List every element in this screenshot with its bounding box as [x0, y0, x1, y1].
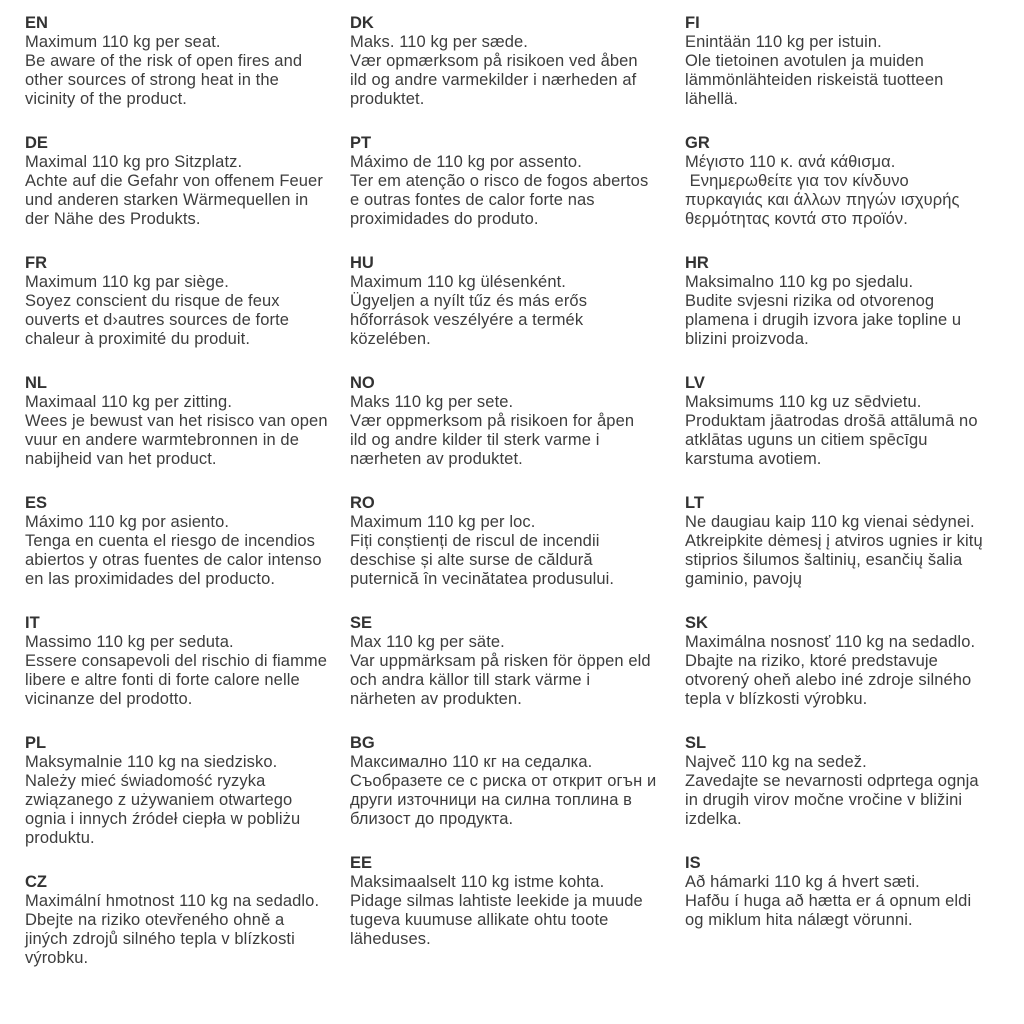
language-code-label: HU	[350, 254, 374, 272]
warning-text-line: Ne daugiau kaip 110 kg vienai sėdynei.	[685, 513, 975, 531]
warning-text-line: közelében.	[350, 330, 431, 348]
language-block-nl	[25, 374, 350, 469]
warning-text-line: θερμότητας κοντά στο προϊόν.	[685, 210, 908, 228]
warning-text-line: Maximálna nosnosť 110 kg na sedadlo.	[685, 633, 976, 651]
warning-text-line: Hafðu í huga að hætta er á opnum eldi	[685, 892, 972, 910]
warning-text-line: Максимално 110 кг на седалка.	[350, 753, 593, 771]
warning-text-line: Največ 110 kg na sedež.	[685, 753, 867, 771]
warning-text-line: Wees je bewust van het risisco van open	[25, 412, 328, 430]
language-block-de	[25, 134, 350, 229]
warning-text-line: chaleur à proximité du produit.	[25, 330, 251, 348]
warning-text-line: Maximum 110 kg ülésenként.	[350, 273, 566, 291]
warning-text-line: Maximum 110 kg per loc.	[350, 513, 536, 531]
warning-text-line: lähellä.	[685, 90, 739, 108]
warning-text-line: e outras fontes de calor forte nas	[350, 191, 595, 209]
warning-text-line: ild og andre kilder til sterk varme i	[350, 431, 600, 449]
warning-text-line: karstuma avotiem.	[685, 450, 822, 468]
column-3	[685, 14, 1010, 993]
language-code-label: IT	[25, 614, 40, 632]
warning-text-line: närheten av produkten.	[350, 690, 522, 708]
warning-text-line: Ενημερωθείτε για τον κίνδυνο	[685, 172, 909, 190]
warning-text-line: Maks. 110 kg per sæde.	[350, 33, 528, 51]
language-block-no	[350, 374, 685, 469]
warning-text-line: blizini proizvoda.	[685, 330, 809, 348]
warning-text-line: Max 110 kg per säte.	[350, 633, 505, 651]
language-block-en	[25, 14, 350, 109]
language-code-label: FI	[685, 14, 700, 32]
warning-text-line: Achte auf die Gefahr von offenem Feuer	[25, 172, 323, 190]
language-code-label: EN	[25, 14, 48, 32]
warning-text-line: der Nähe des Produkts.	[25, 210, 201, 228]
language-block-dk	[350, 14, 685, 109]
language-block-fi	[685, 14, 1010, 109]
warning-text-line: πυρκαγιάς και άλλων πηγών ισχυρής	[685, 191, 960, 209]
language-code-label: SK	[685, 614, 708, 632]
language-block-lv	[685, 374, 1010, 469]
warning-text-line: ouverts et d›autres sources de forte	[25, 311, 290, 329]
language-code-label: SE	[350, 614, 373, 632]
language-code-label: PL	[25, 734, 47, 752]
warning-text-line: ild og andre varmekilder i nærheden af	[350, 71, 637, 89]
warning-text-line: hőforrások veszélyére a termék	[350, 311, 584, 329]
language-code-label: NO	[350, 374, 375, 392]
language-code-label: IS	[685, 854, 701, 872]
warning-text-line: Maximum 110 kg par siège.	[25, 273, 229, 291]
language-block-cz	[25, 873, 350, 968]
language-block-pt	[350, 134, 685, 229]
warning-text-line: lämmönlähteiden riskeistä tuotteen	[685, 71, 944, 89]
warning-text-line: vuur en andere warmtebronnen in de	[25, 431, 299, 449]
language-block-it	[25, 614, 350, 709]
warning-text-line: Maximaal 110 kg per zitting.	[25, 393, 233, 411]
warning-text-line: puternică în vecinătatea produsului.	[350, 570, 615, 588]
language-code-label: EE	[350, 854, 373, 872]
warning-text-line: Zavedajte se nevarnosti odprtega ognja	[685, 772, 979, 790]
language-code-label: SL	[685, 734, 707, 752]
language-code-label: GR	[685, 134, 710, 152]
warning-text-line: Maximal 110 kg pro Sitzplatz.	[25, 153, 243, 171]
warning-text-line: Produktam jāatrodas drošā attālumā no	[685, 412, 978, 430]
warning-text-line: och andra källor till stark värme i	[350, 671, 591, 689]
language-block-is	[685, 854, 1010, 930]
language-code-label: ES	[25, 494, 48, 512]
language-code-label: LV	[685, 374, 705, 392]
warning-text-line: Maximum 110 kg per seat.	[25, 33, 221, 51]
language-block-hu	[350, 254, 685, 349]
warning-text-line: izdelka.	[685, 810, 742, 828]
warning-text-line: Budite svjesni rizika od otvorenog	[685, 292, 935, 310]
warning-text-line: en las proximidades del producto.	[25, 570, 276, 588]
warning-text-line: proximidades do produto.	[350, 210, 539, 228]
warning-text-line: Essere consapevoli del rischio di fiamme	[25, 652, 328, 670]
warning-text-line: nabijheid van het product.	[25, 450, 217, 468]
warning-text-line: Að hámarki 110 kg á hvert sæti.	[685, 873, 920, 891]
warning-text-line: produktu.	[25, 829, 95, 847]
warning-text-line: nærheten av produktet.	[350, 450, 523, 468]
language-block-sk	[685, 614, 1010, 709]
language-code-label: BG	[350, 734, 375, 752]
language-block-pl	[25, 734, 350, 848]
warning-text-line: plamena i drugih izvora jake topline u	[685, 311, 962, 329]
warning-text-line: Dbejte na riziko otevřeného ohně a	[25, 911, 285, 929]
language-code-label: HR	[685, 254, 709, 272]
warning-text-line: Maksimalno 110 kg po sjedalu.	[685, 273, 914, 291]
warning-text-line: близост до продукта.	[350, 810, 514, 828]
language-block-hr	[685, 254, 1010, 349]
warning-text-line: und anderen starken Wärmequellen in	[25, 191, 309, 209]
warning-text-line: gaminio, pavojų	[685, 570, 803, 588]
warning-text-line: Maks 110 kg per sete.	[350, 393, 514, 411]
language-block-ro	[350, 494, 685, 589]
warning-text-line: Máximo 110 kg por asiento.	[25, 513, 230, 531]
warning-text-line: Vær oppmerksom på risikoen for åpen	[350, 412, 635, 430]
warning-text-line: stiprios šilumos šaltinių, esančių šalia	[685, 551, 963, 569]
warning-text-line: tugeva kuumuse allikate ohtu toote	[350, 911, 609, 929]
warning-text-line: Massimo 110 kg per seduta.	[25, 633, 234, 651]
warning-text-line: Maximální hmotnost 110 kg na sedadlo.	[25, 892, 320, 910]
warning-text-line: Tenga en cuenta el riesgo de incendios	[25, 532, 316, 550]
language-block-ee	[350, 854, 685, 949]
warning-text-line: Be aware of the risk of open fires and	[25, 52, 303, 70]
language-block-lt	[685, 494, 1010, 589]
language-code-label: LT	[685, 494, 704, 512]
warning-text-line: deschise și alte surse de căldură	[350, 551, 593, 569]
warning-text-line: in drugih virov močne vročine v bližini	[685, 791, 963, 809]
warning-text-line: abiertos y otras fuentes de calor intenso	[25, 551, 322, 569]
warning-text-line: Maksimaalselt 110 kg istme kohta.	[350, 873, 605, 891]
language-block-sl	[685, 734, 1010, 829]
warning-text-line: výrobku.	[25, 949, 89, 967]
warning-text-line: Soyez conscient du risque de feux	[25, 292, 280, 310]
warning-text-line: Pidage silmas lahtiste leekide ja muude	[350, 892, 643, 910]
language-block-es	[25, 494, 350, 589]
warning-text-line: läheduses.	[350, 930, 431, 948]
warning-text-line: og miklum hita nálægt vörunni.	[685, 911, 913, 929]
warning-text-line: tepla v blízkosti výrobku.	[685, 690, 868, 708]
language-code-label: CZ	[25, 873, 47, 891]
warning-text-line: други източници на силна топлина в	[350, 791, 633, 809]
warning-text-line: Ole tietoinen avotulen ja muiden	[685, 52, 924, 70]
warning-text-line: Enintään 110 kg per istuin.	[685, 33, 882, 51]
language-code-label: RO	[350, 494, 375, 512]
warning-text-line: otvorený oheň alebo iné zdroje silného	[685, 671, 972, 689]
language-code-label: PT	[350, 134, 372, 152]
language-code-label: DK	[350, 14, 374, 32]
warning-text-line: Ter em atenção o risco de fogos abertos	[350, 172, 649, 190]
warning-text-line: vicinanze del prodotto.	[25, 690, 193, 708]
warning-text-line: Maksimums 110 kg uz sēdvietu.	[685, 393, 922, 411]
language-block-fr	[25, 254, 350, 349]
warning-text-line: Fiți conștienți de riscul de incendii	[350, 532, 600, 550]
warning-text-line: Var uppmärksam på risken för öppen eld	[350, 652, 651, 670]
warning-text-line: Máximo de 110 kg por assento.	[350, 153, 582, 171]
warning-text-line: związanego z używaniem otwartego	[25, 791, 293, 809]
column-1	[25, 14, 350, 993]
warning-text-line: libere e altre fonti di forte calore nelle	[25, 671, 300, 689]
warning-text-line: Atkreipkite dėmesį į atviros ugnies ir kitų	[685, 532, 983, 550]
warning-text-line: Należy mieć świadomość ryzyka	[25, 772, 266, 790]
language-block-se	[350, 614, 685, 709]
column-2	[350, 14, 685, 993]
warning-text-line: other sources of strong heat in the	[25, 71, 279, 89]
warning-text-line: produktet.	[350, 90, 425, 108]
warning-text-line: Μέγιστο 110 κ. ανά κάθισμα.	[685, 153, 896, 171]
warning-text-line: Съобразете се с риска от открит огън и	[350, 772, 657, 790]
warning-text-line: Vær opmærksom på risikoen ved åben	[350, 52, 638, 70]
language-block-bg	[350, 734, 685, 829]
warning-text-line: ognia i innych źródeł ciepła w pobliżu	[25, 810, 301, 828]
warning-text-line: Dbajte na riziko, ktoré predstavuje	[685, 652, 938, 670]
warning-text-line: vicinity of the product.	[25, 90, 187, 108]
warning-text-line: Ügyeljen a nyílt tűz és más erős	[350, 292, 588, 310]
warning-text-line: jiných zdrojů silného tepla v blízkosti	[25, 930, 295, 948]
language-block-gr	[685, 134, 1010, 229]
language-code-label: NL	[25, 374, 47, 392]
warning-text-line: atklātas uguns un citiem spēcīgu	[685, 431, 928, 449]
language-code-label: DE	[25, 134, 48, 152]
warning-text-line: Maksymalnie 110 kg na siedzisko.	[25, 753, 278, 771]
language-code-label: FR	[25, 254, 47, 272]
